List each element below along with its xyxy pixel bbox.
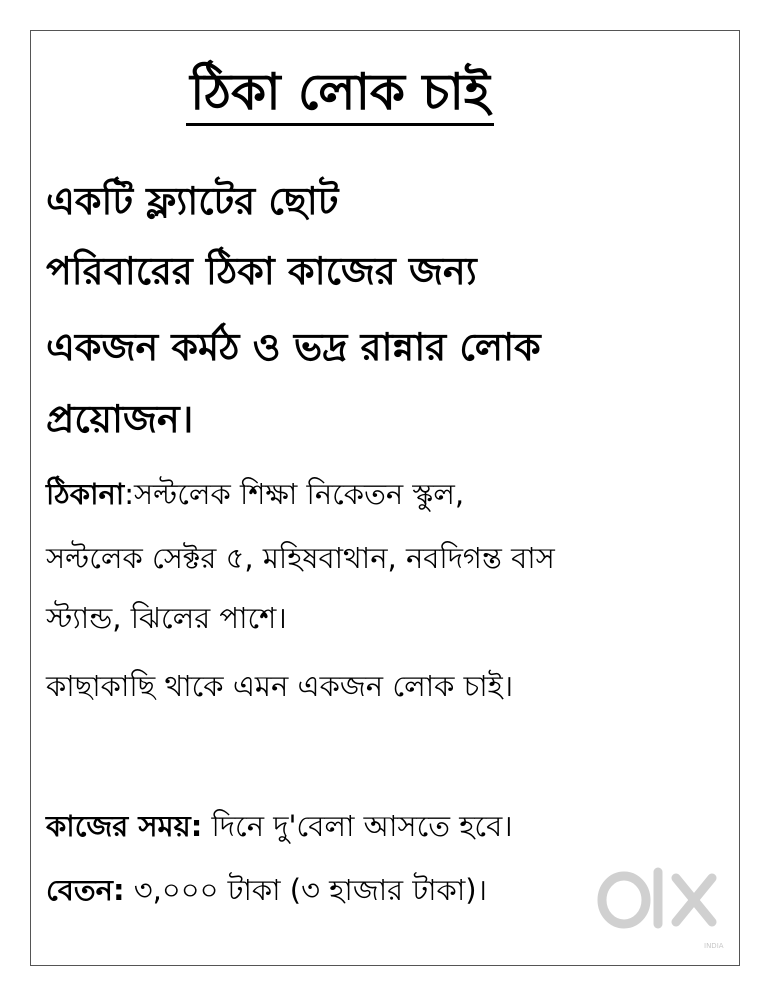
address-line-2: সল্টলেক সেক্টর ৫, মহিষবাথান, নবদিগন্ত বাস xyxy=(46,541,555,575)
nearby-note: কাছাকাছি থাকে এমন একজন লোক চাই। xyxy=(46,669,514,703)
ad-title: ঠিকা লোক চাই xyxy=(0,55,680,138)
salary-label: বেতন: xyxy=(46,873,125,907)
timing-value: দিনে দু'বেলা আসতে হবে। xyxy=(202,809,513,843)
salary-line xyxy=(46,868,487,917)
address-line-3: স্ট্যান্ড, ঝিলের পাশে। xyxy=(46,601,287,635)
olx-watermark-logo xyxy=(592,862,740,952)
salary-value: ৩,০০০ টাকা (৩ হাজার টাকা)। xyxy=(124,873,487,907)
timing-line xyxy=(46,804,513,853)
timing-label: কাজের সময়: xyxy=(46,809,203,843)
intro-line-2: পরিবারের ঠিকা কাজের জন্য xyxy=(46,249,477,293)
address-line-1 xyxy=(46,472,464,521)
intro-line-4: প্রয়োজন। xyxy=(46,397,194,441)
address-label: ঠিকানা xyxy=(46,477,125,511)
address-text-1: :সল্টলেক শিক্ষা নিকেতন স্কুল, xyxy=(124,477,465,511)
intro-line-3: একজন কর্মঠ ও ভদ্র রান্নার লোক xyxy=(46,325,541,369)
intro-line-1: একটি ফ্ল্যাটের ছোট xyxy=(46,179,339,223)
olx-india-text: INDIA xyxy=(704,942,724,950)
